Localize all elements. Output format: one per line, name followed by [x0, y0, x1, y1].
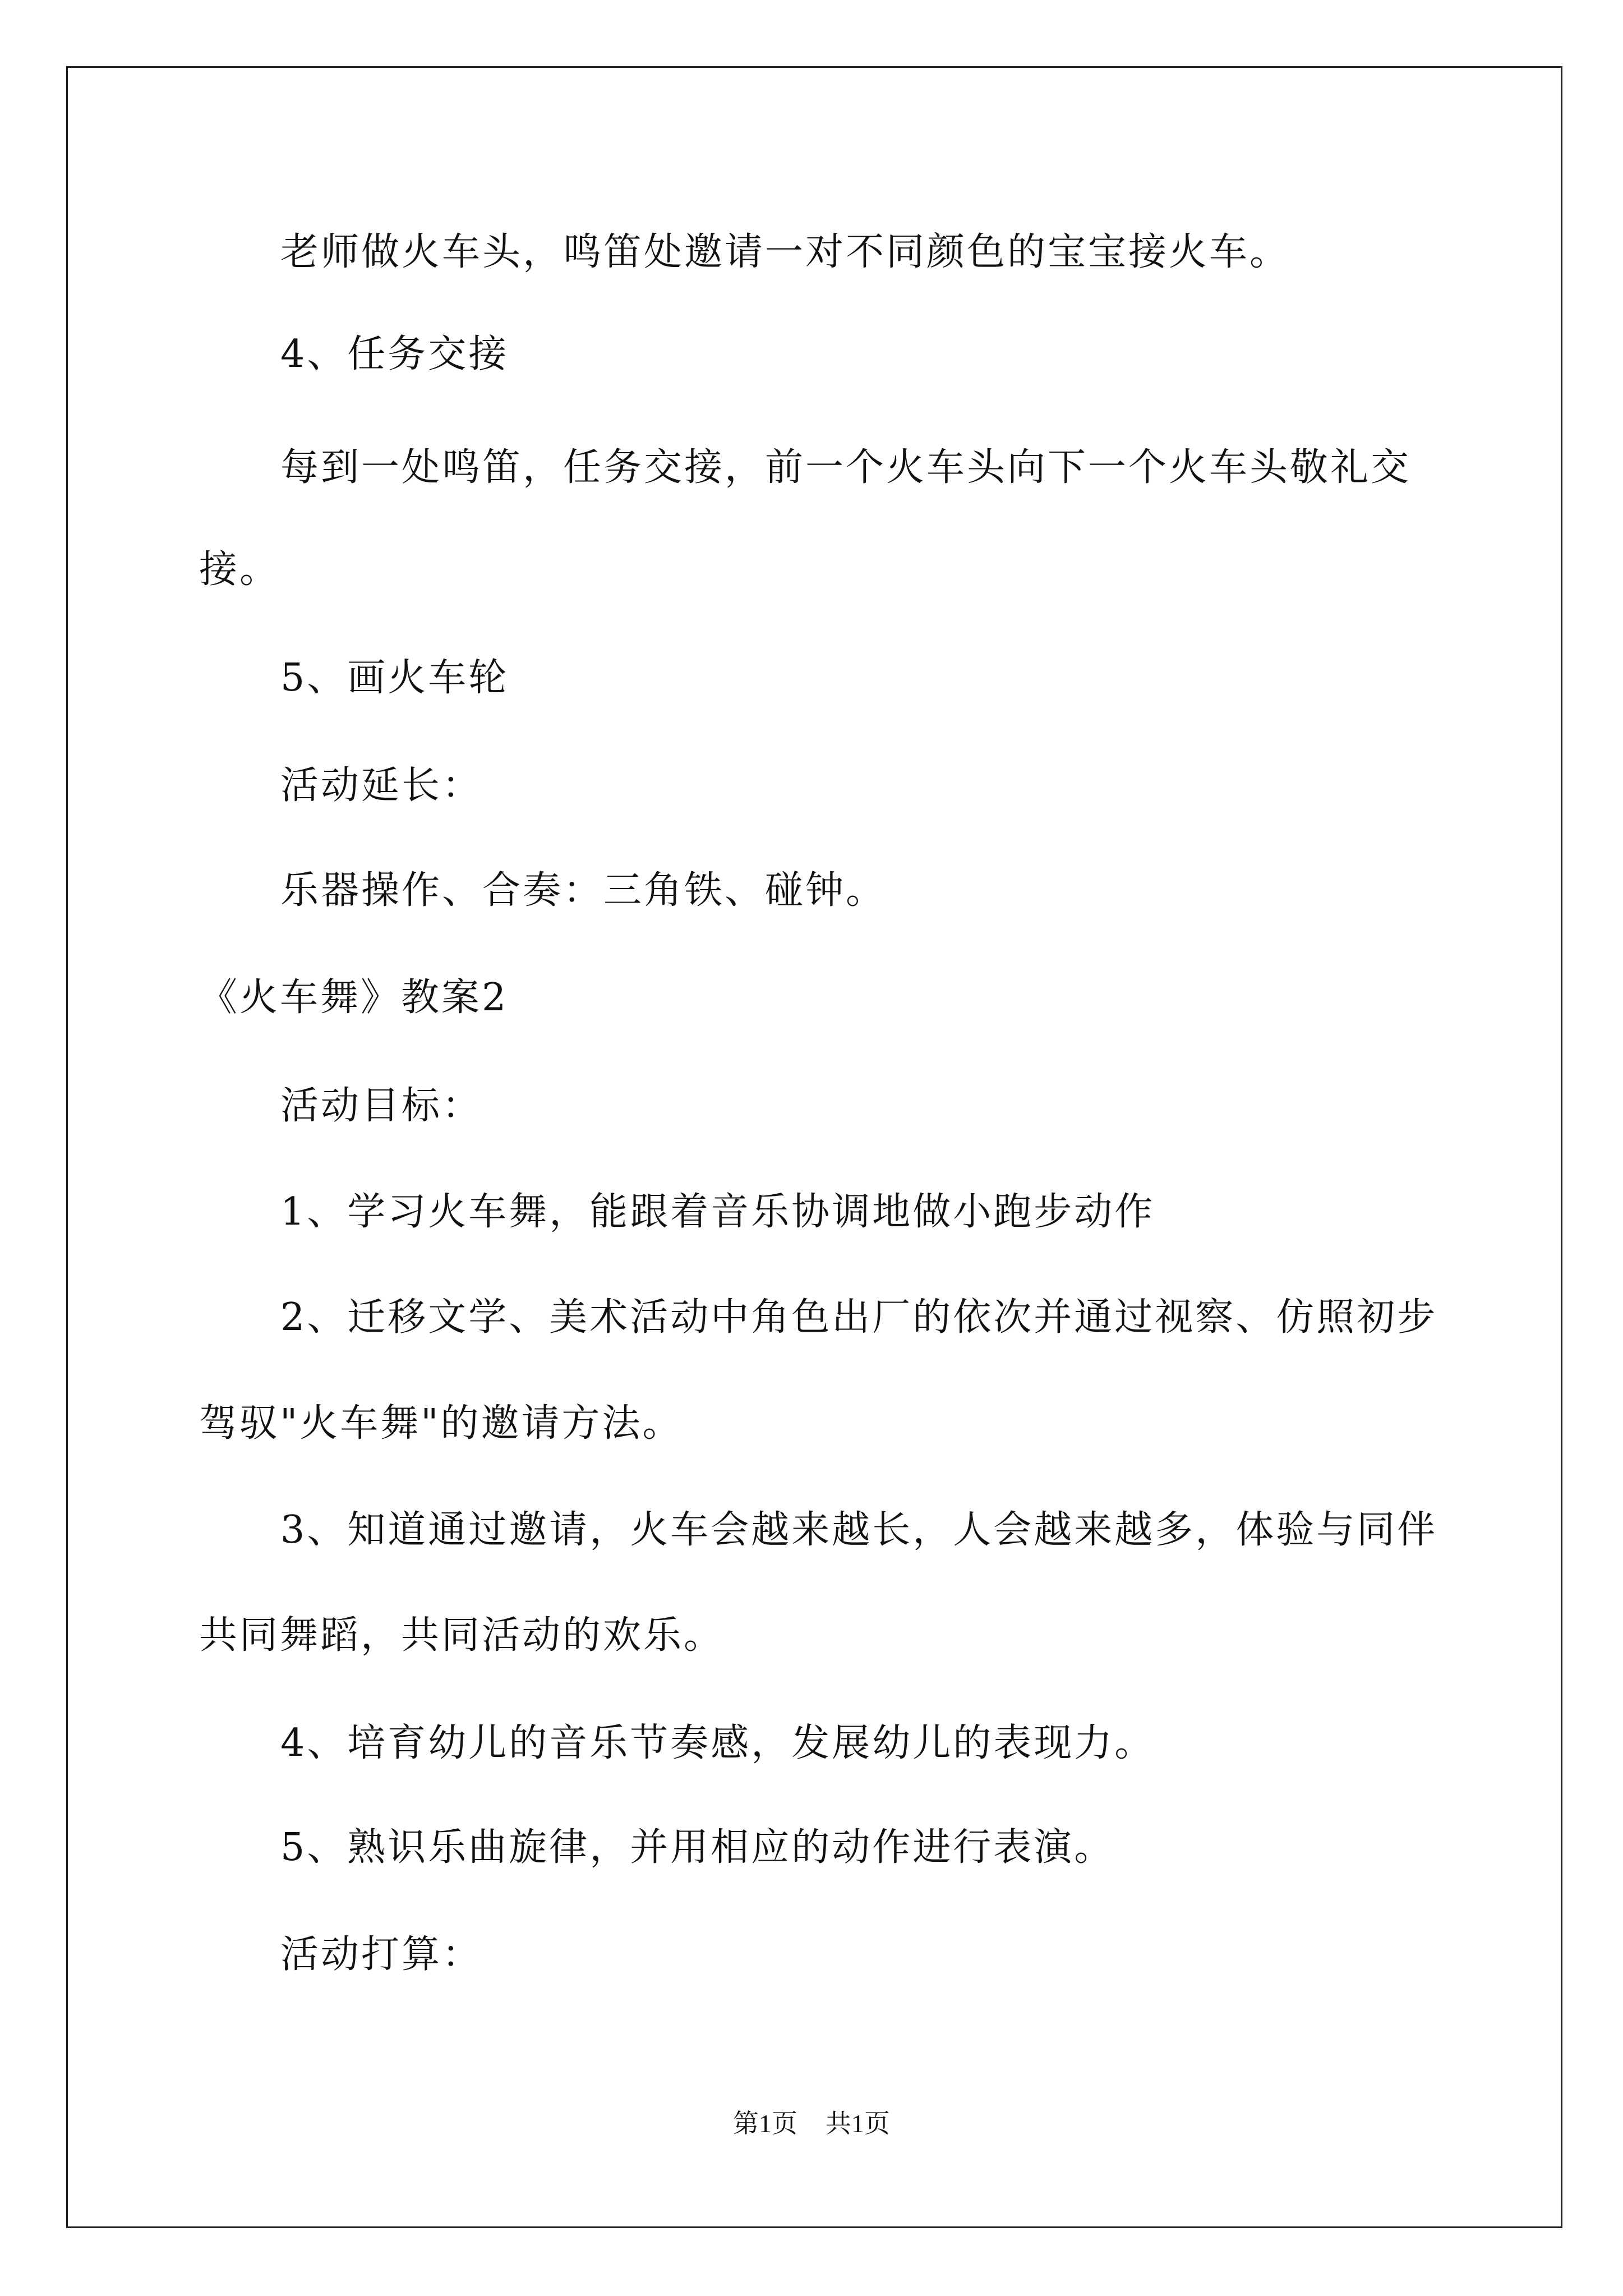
- list-item: 3、知道通过邀请，火车会越来越长，人会越来越多，体验与同伴: [280, 1508, 1438, 1552]
- list-item: 1、学习火车舞，能跟着音乐协调地做小跑步动作: [280, 1190, 1155, 1234]
- section-heading: 4、任务交接: [280, 332, 509, 376]
- page-border: [66, 66, 1562, 2228]
- list-item: 5、熟识乐曲旋律，并用相应的动作进行表演。: [280, 1825, 1115, 1870]
- page-footer: [0, 2108, 1623, 2139]
- paragraph-line: 乐器操作、合奏：三角铁、碰钟。: [280, 868, 887, 913]
- paragraph-line: 老师做火车头，鸣笛处邀请一对不同颜色的宝宝接火车。: [280, 230, 1290, 274]
- list-item: 4、培育幼儿的音乐节奏感，发展幼儿的表现力。: [280, 1721, 1155, 1765]
- section-heading: 5、画火车轮: [280, 656, 509, 700]
- total-pages: 共1页: [826, 2109, 890, 2138]
- section-heading: 活动延长：: [280, 763, 483, 808]
- list-item-continuation: 驾驭"火车舞"的邀请方法。: [199, 1401, 683, 1446]
- section-heading: 活动打算：: [280, 1932, 483, 1977]
- page-number: 第1页: [733, 2109, 797, 2138]
- paragraph-line: 每到一处鸣笛，任务交接，前一个火车头向下一个火车头敬礼交: [280, 445, 1412, 490]
- paragraph-line: 接。: [199, 547, 280, 592]
- document-title: 《火车舞》教案2: [199, 976, 509, 1020]
- list-item: 2、迁移文学、美术活动中角色出厂的依次并通过视察、仿照初步: [280, 1295, 1438, 1340]
- list-item-continuation: 共同舞蹈，共同活动的欢乐。: [199, 1613, 725, 1658]
- section-heading: 活动目标：: [280, 1084, 483, 1128]
